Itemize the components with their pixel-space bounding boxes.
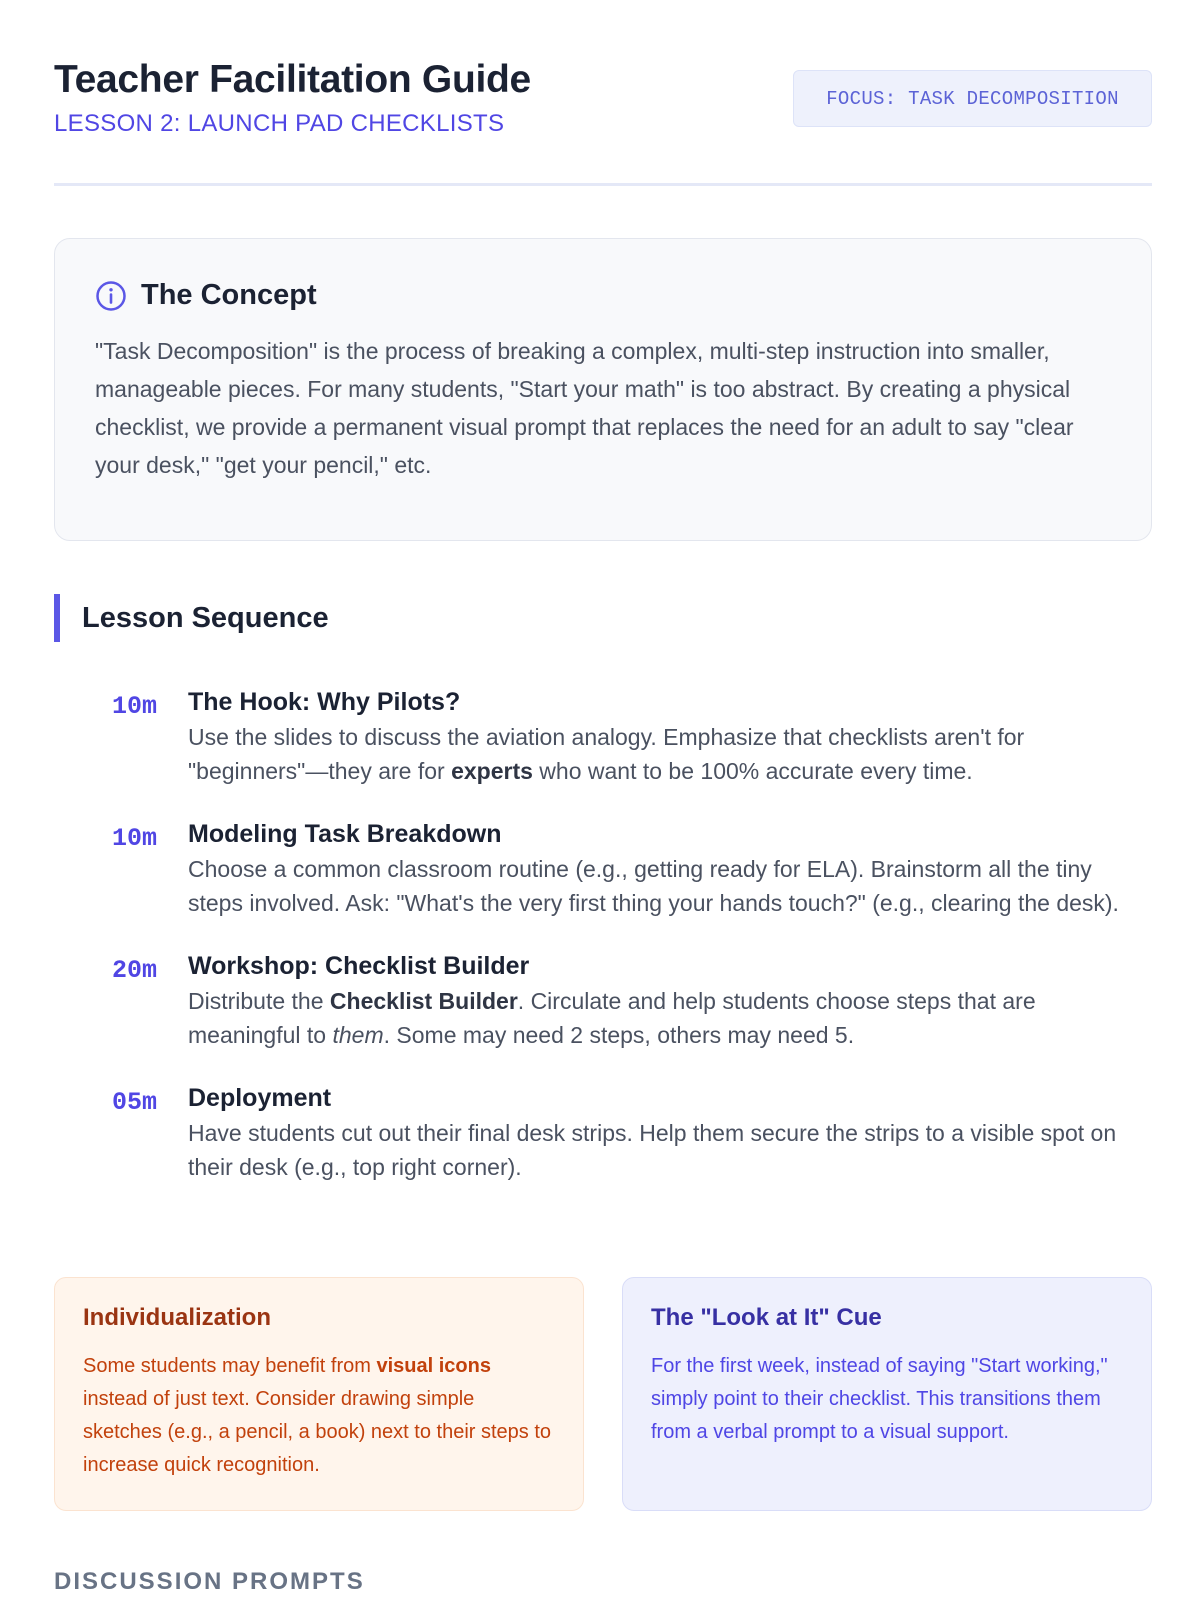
step-duration: 20m xyxy=(112,956,158,985)
lesson-step xyxy=(112,1082,1152,1184)
lesson-step xyxy=(112,818,1152,920)
step-title: Modeling Task Breakdown xyxy=(188,820,502,848)
individualization-card xyxy=(54,1277,584,1511)
individualization-title: Individualization xyxy=(83,1304,272,1331)
lesson-sequence-title: Lesson Sequence xyxy=(82,601,329,634)
concept-header xyxy=(95,279,1111,312)
page-header xyxy=(54,56,1152,186)
look-at-it-cue-title: The "Look at It" Cue xyxy=(651,1304,882,1331)
discussion-prompts-heading: DISCUSSION PROMPTS xyxy=(54,1568,365,1595)
concept-text: "Task Decomposition" is the process of breaking a complex, multi-step instruction into smaller, manageable pieces. For many students, "Start your math" is too abstract. By creating a physical checklist, we provide a permanent visual prompt that replaces the need for an adult to say "clear your desk," "get your pencil," etc. xyxy=(95,338,1074,478)
step-title: Workshop: Checklist Builder xyxy=(188,952,530,980)
concept-panel xyxy=(54,238,1152,541)
look-at-it-cue-card xyxy=(622,1277,1152,1511)
step-description: Choose a common classroom routine (e.g., getting ready for ELA). Brainstorm all the tiny steps involved. Ask: "What's the very first thing your hands touch?" (e.g., clearing the desk). xyxy=(188,856,1119,916)
lesson-steps xyxy=(112,686,1152,1214)
step-description: Use the slides to discuss the aviation analogy. Emphasize that checklists aren't for "beginners"—they are for experts who want to be 100% accurate every time. xyxy=(188,724,1025,784)
look-at-it-cue-text: For the first week, instead of saying "Start working," simply point to their checklist. This transitions them from a verbal prompt to a visual support. xyxy=(651,1355,1108,1443)
focus-badge: FOCUS: TASK DECOMPOSITION xyxy=(793,70,1152,127)
lesson-step xyxy=(112,686,1152,788)
step-duration: 05m xyxy=(112,1088,158,1117)
lesson-subtitle: LESSON 2: LAUNCH PAD CHECKLISTS xyxy=(54,110,505,137)
step-duration: 10m xyxy=(112,692,158,721)
concept-title: The Concept xyxy=(141,279,317,311)
step-duration: 10m xyxy=(112,824,158,853)
lesson-sequence-heading xyxy=(54,594,329,642)
step-title: Deployment xyxy=(188,1084,332,1112)
info-icon xyxy=(95,280,127,312)
step-description: Distribute the Checklist Builder. Circulate and help students choose steps that are meaningful to them. Some may need 2 steps, others may need 5. xyxy=(188,988,1036,1048)
step-description: Have students cut out their final desk strips. Help them secure the strips to a visible spot on their desk (e.g., top right corner). xyxy=(188,1120,1117,1180)
individualization-text: Some students may benefit from visual icons instead of just text. Consider drawing simple sketches (e.g., a pencil, a book) next to their steps to increase quick recognition. xyxy=(83,1355,552,1476)
page-title: Teacher Facilitation Guide xyxy=(54,58,531,101)
lesson-step xyxy=(112,950,1152,1052)
step-title: The Hook: Why Pilots? xyxy=(188,688,461,716)
